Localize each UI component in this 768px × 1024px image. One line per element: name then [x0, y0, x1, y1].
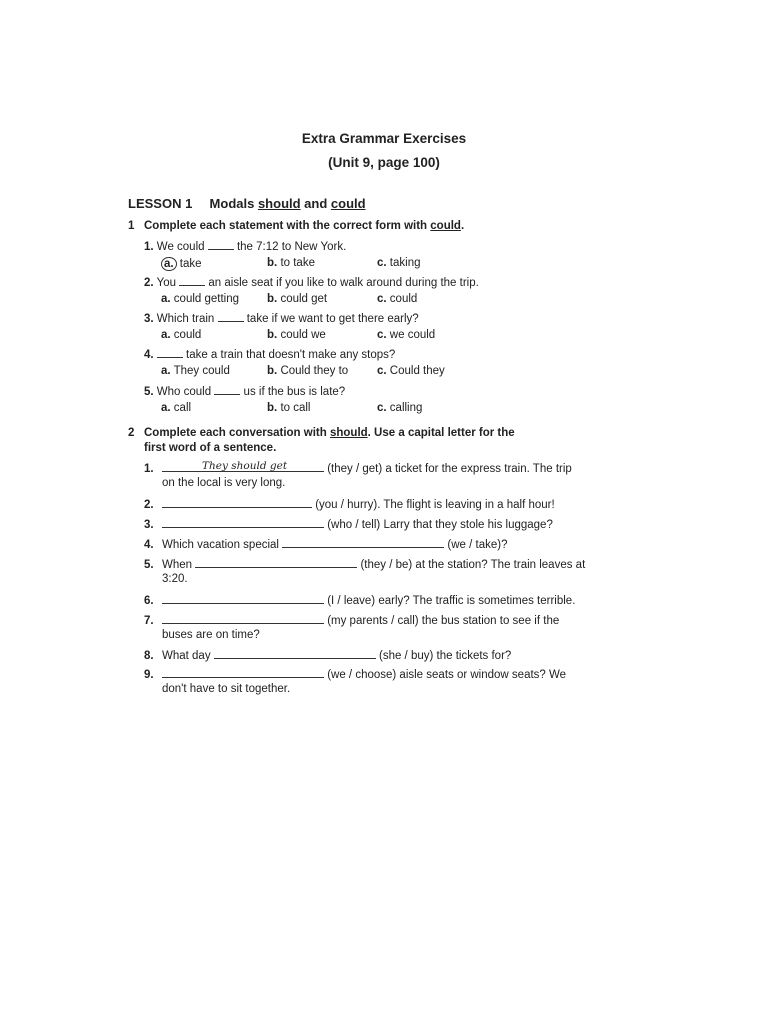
option-letter: b. — [267, 402, 278, 414]
answer-blank[interactable] — [179, 276, 205, 286]
question-number: 2. — [144, 277, 154, 289]
option-text: taking — [389, 257, 421, 269]
question-text-pre: Who could — [156, 386, 212, 398]
question-number: 5. — [144, 386, 154, 398]
option-b[interactable] — [267, 365, 348, 377]
exercise-number: 1 — [128, 220, 135, 232]
conversation-6 — [144, 594, 575, 607]
answer-blank[interactable] — [214, 385, 240, 395]
option-letter: a. — [161, 402, 171, 414]
answer-blank[interactable] — [157, 348, 183, 358]
option-text: take — [179, 258, 202, 270]
question-text-post: (we / choose) aisle seats or window seats? We — [327, 669, 567, 681]
option-letter: c. — [377, 402, 387, 414]
conversation-5 — [144, 558, 585, 571]
option-letter: b. — [267, 293, 278, 305]
question-text-post: (they / get) a ticket for the express train. The trip — [327, 463, 572, 475]
question-text-pre: What day — [162, 650, 211, 662]
question-text-post: (they / be) at the station? The train leaves at — [360, 559, 586, 571]
question-number: 4. — [144, 349, 154, 361]
answer-blank[interactable] — [218, 312, 244, 322]
option-text: could we — [280, 329, 326, 341]
option-a[interactable] — [161, 293, 239, 305]
question-number: 5. — [144, 559, 154, 571]
lesson-heading — [128, 196, 366, 211]
option-text: could getting — [173, 293, 240, 305]
option-b[interactable] — [267, 257, 315, 269]
option-text: could — [173, 329, 202, 341]
exercise-1-instruction — [128, 220, 464, 232]
answer-blank[interactable] — [162, 518, 324, 528]
option-b[interactable] — [267, 329, 326, 341]
answer-blank[interactable] — [162, 498, 312, 508]
answer-blank[interactable] — [282, 538, 444, 548]
question-number: 3. — [144, 313, 154, 325]
instruction-text: Complete each conversation with — [144, 427, 330, 439]
option-letter: b. — [267, 329, 278, 341]
answer-blank[interactable] — [214, 649, 376, 659]
option-c[interactable] — [377, 329, 435, 341]
instruction-keyword: should — [329, 427, 368, 439]
exercise-number: 2 — [128, 427, 135, 439]
question-number: 3. — [144, 519, 154, 531]
question-number: 6. — [144, 595, 154, 607]
exercise-2-instruction — [128, 427, 515, 439]
option-text: to call — [280, 402, 311, 414]
question-number: 1. — [144, 241, 154, 253]
page-title: Extra Grammar Exercises — [301, 131, 467, 146]
option-c[interactable] — [377, 365, 445, 377]
instruction-end: . — [460, 220, 465, 232]
option-text: calling — [389, 402, 423, 414]
answer-blank[interactable] — [162, 462, 324, 472]
conversation-7 — [144, 614, 559, 627]
question-text-post: (we / take)? — [447, 539, 508, 551]
option-a[interactable] — [161, 402, 191, 414]
conversation-5-continuation: 3:20. — [162, 573, 188, 585]
conversation-4 — [144, 538, 507, 551]
option-c[interactable] — [377, 293, 417, 305]
option-text: call — [173, 402, 192, 414]
option-b[interactable] — [267, 293, 327, 305]
exercise-2-instruction-line2: first word of a sentence. — [144, 442, 277, 454]
option-text: could get — [280, 293, 328, 305]
instruction-end: . Use a capital letter for the — [367, 427, 515, 439]
question-text-post: take if we want to get there early? — [246, 313, 419, 325]
option-text: They could — [173, 365, 230, 377]
answer-blank[interactable] — [162, 614, 324, 624]
option-c[interactable] — [377, 257, 420, 269]
question-1 — [144, 240, 346, 253]
option-a[interactable] — [161, 257, 202, 271]
question-text-post: an aisle seat if you like to walk around during the trip. — [208, 277, 479, 289]
question-5 — [144, 385, 345, 398]
question-3 — [144, 312, 419, 325]
question-number: 2. — [144, 499, 154, 511]
answer-blank[interactable] — [162, 668, 324, 678]
lesson-title-mid: and — [300, 196, 331, 211]
question-number: 7. — [144, 615, 154, 627]
question-text-post: us if the bus is late? — [243, 386, 346, 398]
option-letter-circled: a. — [161, 257, 177, 271]
lesson-label: LESSON 1 — [128, 196, 193, 211]
option-letter: a. — [161, 329, 171, 341]
answer-blank[interactable] — [208, 240, 234, 250]
question-number: 4. — [144, 539, 154, 551]
question-4 — [144, 348, 395, 361]
conversation-1-continuation: on the local is very long. — [162, 477, 286, 489]
question-text-post: (I / leave) early? The traffic is sometimes terrible. — [327, 595, 576, 607]
option-a[interactable] — [161, 329, 201, 341]
option-letter: a. — [161, 293, 171, 305]
question-number: 9. — [144, 669, 154, 681]
option-b[interactable] — [267, 402, 310, 414]
page-subtitle: (Unit 9, page 100) — [328, 155, 440, 170]
conversation-8 — [144, 649, 511, 662]
option-text: could — [389, 293, 418, 305]
option-letter: c. — [377, 365, 387, 377]
question-text-post: (she / buy) the tickets for? — [378, 650, 512, 662]
question-text-pre: Which vacation special — [162, 539, 279, 551]
question-2 — [144, 276, 479, 289]
option-text: Could they to — [280, 365, 349, 377]
lesson-word-should: should — [257, 196, 301, 211]
option-text: we could — [389, 329, 436, 341]
question-text-pre: Which train — [156, 313, 215, 325]
option-letter: c. — [377, 329, 387, 341]
question-text-post: the 7:12 to New York. — [236, 241, 347, 253]
answer-blank[interactable] — [195, 558, 357, 568]
option-letter: a. — [161, 365, 171, 377]
question-text-post: take a train that doesn't make any stops? — [186, 349, 396, 361]
conversation-7-continuation: buses are on time? — [162, 629, 260, 641]
conversation-2 — [144, 498, 555, 511]
question-number: 8. — [144, 650, 154, 662]
answer-blank[interactable] — [162, 594, 324, 604]
question-text-post: (you / hurry). The flight is leaving in a half hour! — [315, 499, 555, 511]
question-text-pre: We could — [156, 241, 205, 253]
lesson-word-could: could — [330, 196, 366, 211]
instruction-keyword: could — [430, 220, 461, 232]
option-text: Could they — [389, 365, 445, 377]
conversation-3 — [144, 518, 553, 531]
instruction-text: Complete each statement with the correct form with — [144, 220, 431, 232]
question-text-pre: When — [162, 559, 193, 571]
option-letter: c. — [377, 257, 387, 269]
conversation-9-continuation: don't have to sit together. — [162, 683, 291, 695]
question-text-pre: You — [156, 277, 176, 289]
question-text-post: (my parents / call) the bus station to see if the — [327, 615, 560, 627]
handwritten-answer: They should get — [202, 460, 288, 472]
conversation-9 — [144, 668, 566, 681]
question-number: 1. — [144, 463, 154, 475]
question-text-post: (who / tell) Larry that they stole his luggage? — [327, 519, 553, 531]
option-c[interactable] — [377, 402, 422, 414]
option-letter: b. — [267, 365, 278, 377]
option-a[interactable] — [161, 365, 230, 377]
option-letter: b. — [267, 257, 278, 269]
conversation-1 — [144, 462, 572, 475]
option-text: to take — [280, 257, 315, 269]
option-letter: c. — [377, 293, 387, 305]
lesson-title-pre: Modals — [209, 196, 258, 211]
